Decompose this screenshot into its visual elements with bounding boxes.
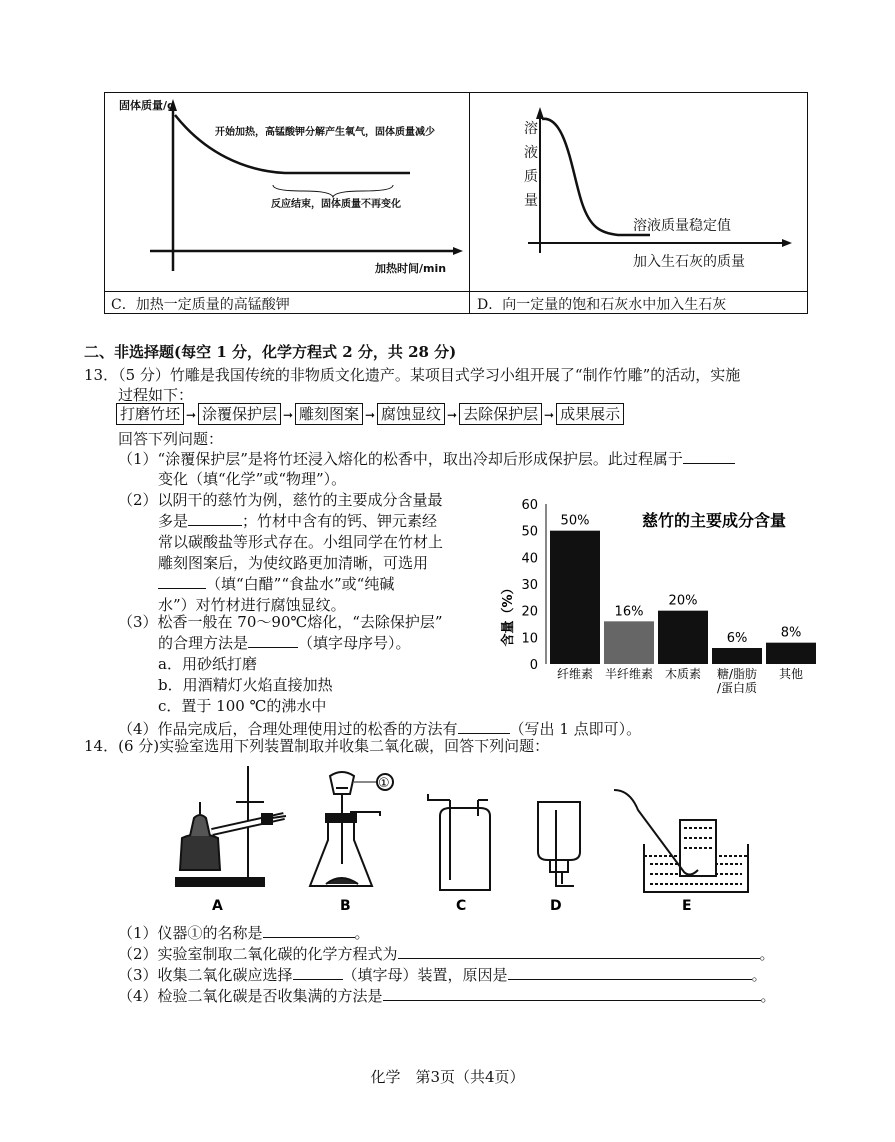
page-footer: 化学 第3页（共4页） (370, 1068, 525, 1086)
q14-title: 14．(6 分)实验室选用下列装置制取并收集二氧化碳，回答下列问题： (84, 737, 550, 755)
chart-bar (766, 643, 816, 664)
q14-part4 (118, 985, 776, 1006)
chart-bar (550, 531, 600, 664)
q13-stem-line2: 过程如下： (118, 386, 194, 404)
answer-blank[interactable] (398, 944, 760, 959)
q13-part4-text: （写出 1 点即可）。 (509, 720, 642, 738)
chart-bar (658, 611, 708, 664)
q13-part2-line: 雕刻图案后，为使纹路更加清晰，可选用 (158, 554, 429, 572)
graph-d-ylabel (521, 117, 541, 213)
apparatus-figure (160, 760, 750, 920)
flow-step: 去除保护层 (459, 403, 542, 425)
q14-part3-text: 。 (751, 966, 767, 984)
q14-part2-text: 。 (759, 945, 775, 963)
chart-tick-label: 10 (521, 631, 538, 647)
graph-d-note: 溶液质量稳定值 (633, 218, 731, 234)
apparatus-a (176, 766, 286, 886)
graph-c-note-start: 开始加热，高锰酸钾分解产生氧气，固体质量减少 (215, 127, 435, 138)
chart-data-label: 8% (780, 625, 802, 641)
apparatus-c (428, 794, 490, 890)
apparatus-marker: ① (378, 776, 390, 791)
answer-blank[interactable] (248, 633, 298, 648)
flow-step: 雕刻图案 (295, 403, 363, 425)
flow-arrow-icon: ➞ (365, 408, 376, 422)
chart-data-label: 20% (668, 593, 698, 609)
q13-part4-text: （4）作品完成后，合理处理使用过的松香的方法有 (118, 720, 458, 738)
q13-part2-text: 多是 (158, 512, 189, 530)
flow-arrow-icon: ➞ (283, 408, 294, 422)
graph-c-xlabel: 加热时间/min (375, 262, 447, 275)
q13-part2 (118, 490, 443, 616)
q13-prompt: 回答下列问题： (118, 430, 224, 448)
q13-option-c: c．置于 100 ℃的沸水中 (158, 697, 327, 715)
answer-blank[interactable] (293, 965, 343, 980)
q14-part1 (118, 922, 370, 943)
q13-part3-text: （填字母序号）。 (298, 634, 411, 652)
q13-option-a: a．用砂纸打磨 (158, 655, 257, 673)
q13-part3-line: （3）松香一般在 70～90℃熔化，“去除保护层” (118, 613, 443, 631)
q14-part3-text: （3）收集二氧化碳应选择 (118, 966, 293, 984)
flow-step: 成果展示 (556, 403, 624, 425)
chart-category-label: 半纤维素 (604, 667, 654, 681)
chart-category-label: 糖/脂肪 (716, 667, 758, 681)
apparatus-label-a: A (212, 898, 223, 914)
answer-blank[interactable] (458, 719, 510, 734)
apparatus-d (538, 802, 580, 886)
chart-tick-label: 40 (521, 551, 538, 567)
q13-stem-line1: 13．（5 分）竹雕是我国传统的非物质文化遗产。某项目式学习小组开展了“制作竹雕”的活动，实施 (84, 366, 741, 384)
q13-part2-line: （2）以阴干的慈竹为例，慈竹的主要成分含量最 (118, 491, 443, 509)
apparatus-label-b: B (340, 898, 351, 914)
option-d-caption: D．向一定量的饱和石灰水中加入生石灰 (477, 297, 727, 313)
chart-data-label: 50% (560, 513, 590, 529)
apparatus-label-c: C (456, 898, 467, 914)
chart-data-label: 16% (614, 604, 644, 620)
chart-tick-label: 60 (521, 498, 538, 513)
q14-part2-text: （2）实验室制取二氧化碳的化学方程式为 (118, 945, 398, 963)
chart-title: 慈竹的主要成分含量 (641, 511, 787, 530)
option-c-caption: C．加热一定质量的高锰酸钾 (111, 297, 290, 313)
apparatus-label-d: D (550, 898, 562, 914)
chart-tick-label: 20 (521, 604, 538, 620)
q13-part1-line1 (118, 448, 735, 469)
answer-blank[interactable] (188, 511, 242, 526)
graph-d-ylabel-char: 质 (524, 169, 538, 185)
apparatus-label-e: E (682, 898, 692, 914)
chart-bar (712, 648, 762, 664)
apparatus-e (614, 790, 748, 892)
q13-part3 (118, 612, 443, 717)
q14-part2 (118, 943, 775, 964)
graph-c-ylabel: 固体质量/g (119, 99, 175, 112)
flow-step: 涂覆保护层 (198, 403, 281, 425)
chart-category-label: 纤维素 (556, 667, 594, 681)
graph-d-ylabel-char: 溶 (524, 121, 538, 137)
flow-step: 打磨竹坯 (116, 403, 184, 425)
chart-category-label: 其他 (778, 667, 804, 681)
q14-part1-text: （1）仪器①的名称是 (118, 924, 263, 942)
q13-part2-text: （填“白醋”“食盐水”或“纯碱 (206, 575, 395, 593)
answer-blank[interactable] (383, 986, 761, 1001)
q13-part1-line2: 变化（填“化学”或“物理”）。 (158, 470, 347, 488)
option-table (104, 92, 808, 314)
q14-part3-text: （填字母）装置，原因是 (342, 966, 508, 984)
q13-option-b: b．用酒精灯火焰直接加热 (158, 676, 333, 694)
q13-flow (116, 403, 624, 425)
chart-data-label: 6% (726, 631, 748, 646)
section-title: 二、非选择题(每空 1 分，化学方程式 2 分，共 28 分) (84, 343, 457, 361)
graph-c-note-end: 反应结束，固体质量不再变化 (271, 199, 401, 210)
q13-part2-line: 水”）对竹材进行腐蚀显纹。 (158, 596, 346, 614)
chart-y-label: 含量（%） (501, 581, 516, 647)
flow-arrow-icon: ➞ (447, 408, 458, 422)
graph-d-xlabel: 加入生石灰的质量 (633, 254, 745, 270)
q13-part2-text: ；竹材中含有的钙、钾元素经 (242, 512, 438, 530)
q13-part3-text: 的合理方法是 (158, 634, 249, 652)
flow-step: 腐蚀显纹 (377, 403, 445, 425)
flow-arrow-icon: ➞ (544, 408, 555, 422)
chart-tick-label: 50 (521, 524, 538, 540)
answer-blank[interactable] (158, 574, 206, 589)
answer-blank[interactable] (683, 449, 735, 464)
chart-bar (604, 621, 654, 664)
q14-part4-text: （4）检验二氧化碳是否收集满的方法是 (118, 987, 383, 1005)
answer-blank[interactable] (263, 923, 355, 938)
q14-part4-text: 。 (760, 987, 776, 1005)
answer-blank[interactable] (508, 965, 752, 980)
chart-category-label: /蛋白质 (716, 681, 758, 695)
graph-d-ylabel-char: 液 (524, 145, 538, 161)
table-caption-row (105, 291, 807, 292)
flow-arrow-icon: ➞ (185, 408, 197, 422)
q13-part1-text: （1）“涂覆保护层”是将竹坯浸入熔化的松香中，取出冷却后形成保护层。此过程属于 (118, 450, 683, 468)
chart-category-label: 木质素 (664, 667, 702, 681)
chart-tick-label: 30 (521, 578, 538, 593)
q14-part3 (118, 964, 767, 985)
q14-part1-text: 。 (354, 924, 370, 942)
chart-tick-label: 0 (529, 658, 538, 673)
q13-part2-line: 常以碳酸盐等形式存在。小组同学在竹材上 (158, 533, 444, 551)
graph-d-ylabel-char: 量 (524, 193, 538, 209)
composition-bar-chart (496, 492, 816, 698)
